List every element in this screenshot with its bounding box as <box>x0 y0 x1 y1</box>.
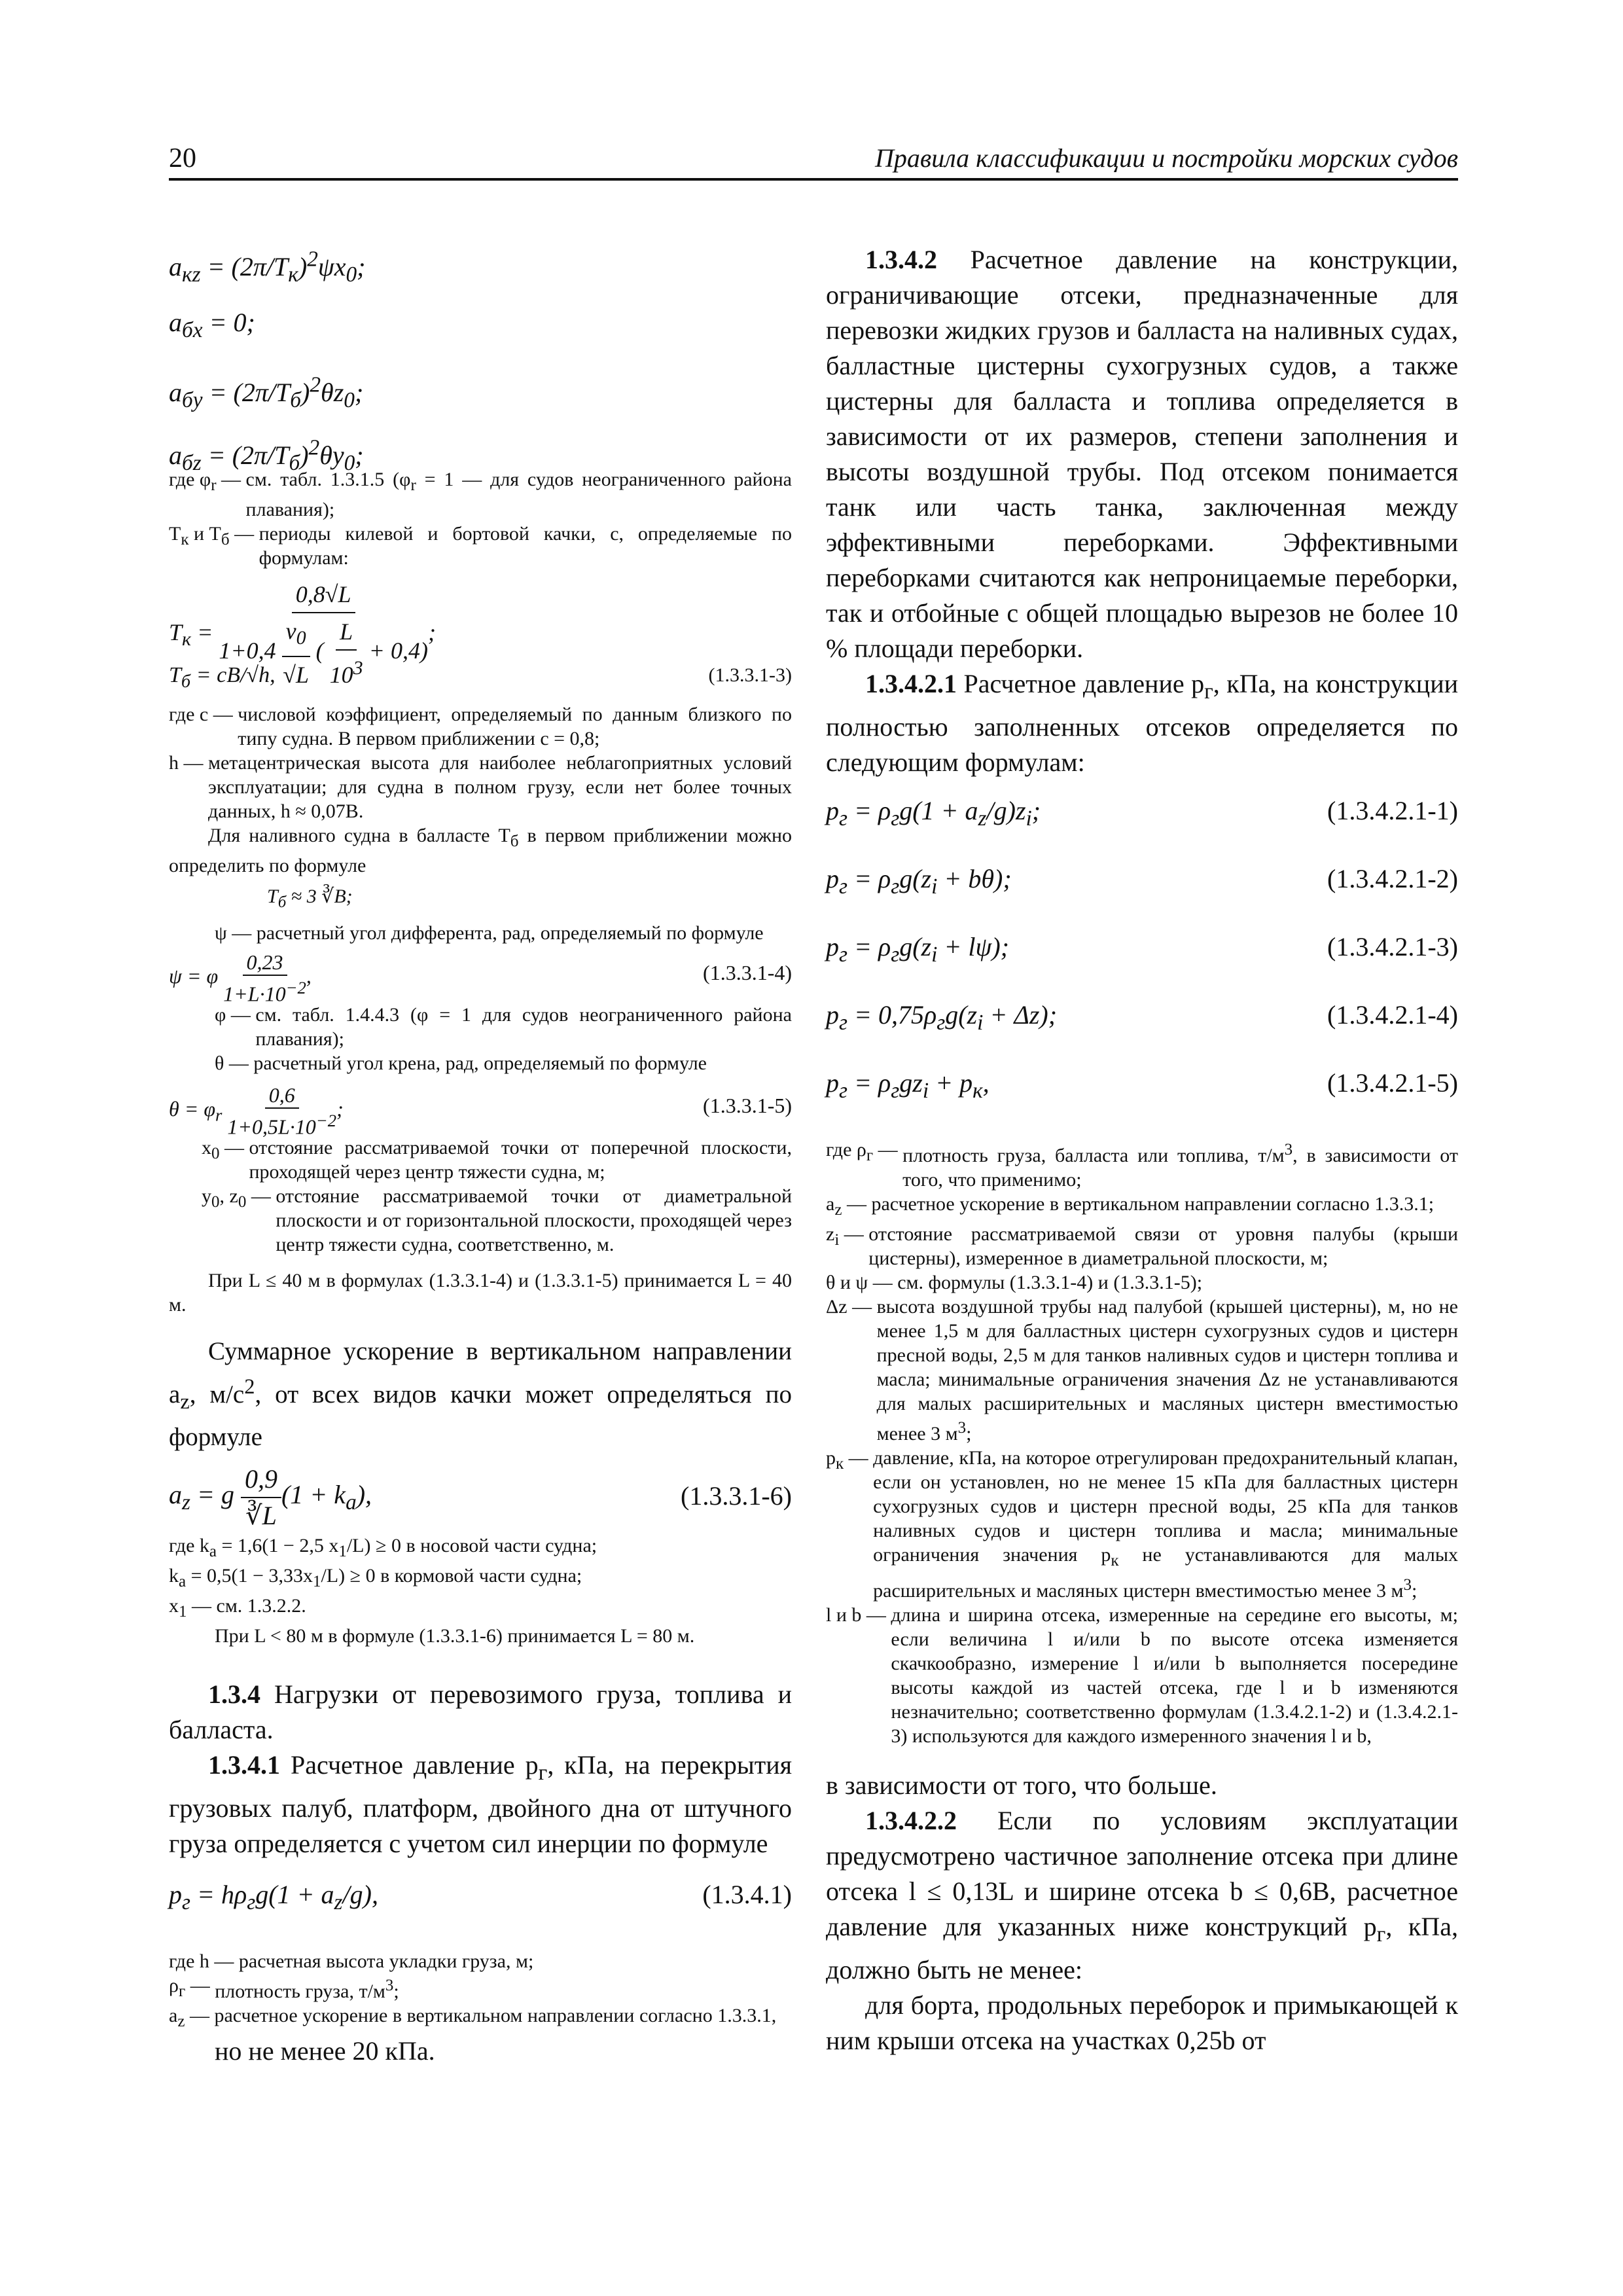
definition-term: $y_0$, $z_0$ — <box>202 1185 276 1211</box>
paragraph-board: для борта, продольных переборок и примыкающей к ним крыши отсека на участках 0,25b от <box>826 1990 1458 2055</box>
definition-item <box>826 1603 1458 1748</box>
formula-text: $p_г = \rho_гg(1 + a_z/g)z_i$; <box>826 796 1041 831</box>
where-list-1 <box>169 467 792 570</box>
definition-text: периоды килевой и бортовой качки, с, определяемые по формулам: <box>259 523 792 569</box>
formula-list-1-3-4-2-1 <box>826 793 1458 1134</box>
definition-text: высота воздушной трубы над палубой (крышей цистерны), м, но не менее 1,5 м для балластных цистерн сухогрузных судов и цистерн пресной воды, 2,5 м для танков наливных судов и цистерн топлива и масла; минимальные ограничения значения Δz не устанавливаются для малых расширительных и масляных цистерн вместимостью менее 3 $м^3$; <box>876 1296 1458 1444</box>
formula-row <box>826 793 1458 861</box>
paragraph-1-3-4-2-2 <box>826 1803 1458 1988</box>
formula-theta-numerator: 0,6 <box>265 1083 299 1109</box>
definition-item <box>169 522 792 570</box>
eq-number-1-3-3-1-3: (1.3.3.1-3) <box>708 664 792 686</box>
formula-text: $p_г = \rho_гgz_i + p_к$, <box>826 1068 990 1103</box>
definition-text: $0,5(1 - 3,33x_1/L) \ge 0$ в кормовой части судна; <box>207 1564 582 1590</box>
definition-text: расчетное ускорение в вертикальном направлении согласно 1.3.3.1; <box>871 1193 1435 1215</box>
formula-aby <box>169 368 792 431</box>
definition-term: $\rho_г$ — <box>169 1974 215 2000</box>
eq-number-1-3-3-1-6: (1.3.3.1-6) <box>681 1480 792 1511</box>
paragraph-1-3-4-1-text: Расчетное давление $p_г$, кПа, на перекрытия грузовых палуб, платформ, двойного дна от штучного груза определяется с учетом сил инерции по формуле <box>169 1749 793 1858</box>
formula-theta-fraction <box>227 1083 336 1139</box>
paragraph-1-3-4-2-1-text: Расчетное давление $p_г$, кПа, на конструкции полностью заполненных отсеков определяется по следующим формулам: <box>826 669 1459 777</box>
definition-item <box>169 2003 792 2034</box>
formula-pg <box>169 1877 792 1923</box>
definition-term: $k_a$ = <box>169 1564 207 1590</box>
formula-tk-denominator: 1+0,4 $\frac{v_0}{√L}$ ( $\frac{L}{10^3}$ + 0,4) <box>219 613 428 692</box>
eq-number-1-3-4-1: (1.3.4.1) <box>702 1879 792 1909</box>
definition-term: $p_к$ — <box>826 1447 874 1473</box>
formula-tb <box>169 658 792 697</box>
formula-eq-number: (1.3.4.2.1-3) <box>1327 932 1458 961</box>
definition-text: см. табл. 1.3.1.5 ($\varphi_r = 1$ — для судов неограниченного района плавания); <box>245 469 792 520</box>
definition-item <box>202 1184 792 1257</box>
formula-eq-number: (1.3.4.2.1-1) <box>1327 796 1458 825</box>
formula-tk-numerator: 0,8√L <box>292 577 355 613</box>
formula-abz-text: $a_{бz} = (2\pi/T_б)^2\theta y_0$; <box>169 436 364 476</box>
definition-item <box>169 1949 792 1973</box>
heading-1-3-4-number: 1.3.4 <box>208 1679 260 1709</box>
left-column <box>169 242 792 2069</box>
paragraph-l80: При L < 80 м в формуле (1.3.3.1-6) принимается L = 80 м. <box>215 1624 695 1647</box>
running-title: Правила классификации и постройки морских судов <box>874 143 1458 173</box>
where-list-3 <box>169 1003 792 1075</box>
definition-term: $x_1$ — <box>169 1594 217 1621</box>
definition-item <box>169 467 792 522</box>
definition-item <box>202 1136 792 1184</box>
definition-term: Δz — <box>826 1296 877 1318</box>
definition-term: h — <box>169 752 208 774</box>
formula-theta-lhs: $\theta = \varphi_r$ <box>169 1097 223 1125</box>
formula-abz <box>169 431 792 476</box>
definition-term: $z_i$ — <box>826 1223 869 1249</box>
formula-abx-text: $a_{бx} = 0$; <box>169 308 255 342</box>
formula-psi-numerator: 0,23 <box>243 950 287 976</box>
formula-tb-approx: $T_б \approx 3$ ∛B; <box>267 886 353 911</box>
paragraph-greater: в зависимости от того, что больше. <box>826 1770 1217 1800</box>
eq-number-1-3-3-1-4: (1.3.3.1-4) <box>703 961 792 984</box>
page-number: 20 <box>169 143 196 173</box>
definition-term: где h — <box>169 1950 239 1972</box>
formula-psi-fraction <box>223 950 306 1007</box>
definition-item <box>169 751 792 823</box>
formula-psi-end: , <box>306 964 312 988</box>
paragraph-1-3-4-1 <box>169 1748 792 1861</box>
definition-text: метацентрическая высота для наиболее неблагоприятных условий эксплуатации; для судна в полном грузу, если нет более точных данных, h ≈ 0,07B. <box>208 752 792 822</box>
definition-text: длина и ширина отсека, измеренные на середине его высоты, м; если величина l и/или b по высоте отсека изменяется скачкообразно, измерение l и/или b выполняется посередине высоты каждой из частей отсека, где l и b изменяются незначительно; соответственно формулам (1.3.4.2.1-2) и (1.3.4.2.1-3) используются для каждого измеренного значения l и b, <box>891 1604 1458 1747</box>
definition-term: где $\rho_г$ — <box>826 1139 903 1164</box>
right-column <box>826 242 1458 2058</box>
definition-text: отстояние рассматриваемой точки от поперечной плоскости, проходящей через центр тяжести судна, м; <box>249 1137 792 1183</box>
formula-row <box>826 997 1458 1066</box>
definition-text: см. табл. 1.4.4.3 (φ = 1 для судов неограниченного района плавания); <box>255 1004 792 1050</box>
definition-item <box>826 1222 1458 1270</box>
definition-item <box>215 1051 792 1075</box>
paragraph-1-3-4-2-1-number: 1.3.4.2.1 <box>865 669 957 698</box>
definition-term: где $\varphi_r$ — <box>169 469 246 494</box>
formula-tk-lhs: $T_к$ = <box>169 619 213 651</box>
formula-text: $p_г = \rho_гg(z_i + l\psi)$; <box>826 932 1009 967</box>
formula-theta-denominator: $1+0,5L\cdot 10^{-2}$ <box>227 1111 337 1139</box>
definition-term: l и b — <box>826 1604 891 1626</box>
definition-item <box>215 1003 792 1051</box>
paragraph-1-3-4-2 <box>826 242 1458 666</box>
definition-text: числовой коэффициент, определяемый по данным близкого по типу судна. В первом приближении c = 0,8; <box>238 704 792 749</box>
formula-abx <box>169 305 792 368</box>
formula-az-rest: $(1 + k_a)$, <box>281 1479 372 1515</box>
page-header <box>169 143 1458 179</box>
paragraph-1-3-4-1-number: 1.3.4.1 <box>208 1749 280 1780</box>
formula-akz-text: $a_{кz} = (2\pi/T_к)^2\psi x_0$; <box>169 247 366 287</box>
paragraph-1-3-4-2-1 <box>826 666 1458 780</box>
formula-eq-number: (1.3.4.2.1-5) <box>1327 1068 1458 1098</box>
definition-item <box>169 1973 792 2003</box>
formula-theta <box>169 1083 792 1139</box>
formula-psi-lhs: ψ = φ <box>169 964 219 988</box>
paragraph-min-20: но не менее 20 кПа. <box>215 2036 435 2066</box>
formula-row <box>826 1066 1458 1134</box>
definition-text: давление, кПа, на которое отрегулирован предохранительный клапан, если он установлен, но не менее 15 кПа для балластных цистерн сухогрузных судов и цистерн пресной воды, 25 кПа для танков наливных судов и цистерн топлива и масла; минимальные ограничения значения $p_к$ не устанавливаются для малых расширительных и масляных цистерн вместимостью менее 3 $м^3$; <box>873 1447 1459 1602</box>
definition-text: 1,6(1 − 2,5 $x_1/L) \ge 0$ в носовой части судна; <box>237 1534 597 1560</box>
definition-text: см. 1.3.2.2. <box>216 1594 306 1617</box>
where-list-6 <box>169 1949 792 2034</box>
formula-az-denominator: ∛L <box>245 1500 277 1530</box>
psi-definition: ψ — расчетный угол дифферента, рад, определяемый по формуле <box>215 922 764 944</box>
formula-az <box>169 1462 792 1534</box>
definition-item <box>826 1446 1458 1603</box>
definition-text: отстояние рассматриваемой точки от диаметральной плоскости и от горизонтальной плоскости, проходящей через центр тяжести судна, соответственно, м. <box>276 1185 792 1255</box>
where-list-4 <box>169 1136 792 1257</box>
formula-text: $p_г = \rho_гg(z_i + b\theta)$; <box>826 864 1012 899</box>
formula-az-numerator: 0,9 <box>241 1462 281 1498</box>
paragraph-summary-acceleration: Суммарное ускорение в вертикальном направлении $a_z$, $м/с^2$, от всех видов качки может определяться по формуле <box>169 1337 792 1451</box>
definition-term: θ — <box>215 1052 254 1074</box>
where-list-2 <box>169 702 792 823</box>
paragraph-1-3-4-2-number: 1.3.4.2 <box>865 245 937 274</box>
definition-term: где $k_a$ = <box>169 1534 238 1560</box>
definition-text: расчетный угол крена, рад, определяемый по формуле <box>253 1052 707 1074</box>
where-list-5 <box>169 1534 792 1624</box>
header-rule <box>169 178 1458 181</box>
definition-term: φ — <box>215 1004 256 1026</box>
definition-term: где c — <box>169 704 238 725</box>
definition-item <box>169 1564 792 1594</box>
formula-row <box>826 861 1458 929</box>
formula-psi-denominator: $1+L\cdot 10^{-2}$ <box>223 978 306 1006</box>
definition-term: $T_к$ и $T_б$ — <box>169 523 259 548</box>
definition-term: $x_0$ — <box>202 1137 249 1162</box>
paragraph-l40: При L ≤ 40 м в формулах (1.3.3.1-4) и (1.3.3.1-5) принимается L = 40 м. <box>169 1270 792 1316</box>
formula-eq-number: (1.3.4.2.1-4) <box>1327 1000 1458 1030</box>
definition-term: $a_z$ — <box>826 1193 872 1219</box>
definition-item <box>826 1138 1458 1192</box>
eq-number-1-3-3-1-5: (1.3.3.1-5) <box>703 1094 792 1117</box>
formula-text: $p_г = 0,75\rho_гg(z_i + \Delta z)$; <box>826 1000 1058 1035</box>
heading-1-3-4-text: Нагрузки от перевозимого груза, топлива и балласта. <box>169 1679 793 1744</box>
paragraph-1-3-4-2-2-number: 1.3.4.2.2 <box>865 1806 957 1835</box>
formula-theta-end: ; <box>336 1097 344 1121</box>
heading-1-3-4 <box>169 1677 792 1748</box>
paragraph-1-3-4-2-2-text: Если по условиям эксплуатации предусмотрено частичное заполнение отсека при длине отсека l ≤ 0,13L и ширине отсека b ≤ 0,6B, расчетное давление для указанных ниже конструкций $p_г$, кПа, должно быть не менее: <box>826 1806 1459 1984</box>
definition-item <box>169 1534 792 1564</box>
definition-item <box>826 1270 1458 1295</box>
formula-psi <box>169 950 792 1006</box>
definition-term: $a_z$ — <box>169 2004 215 2030</box>
formula-akz <box>169 242 792 305</box>
definition-item <box>169 1594 792 1624</box>
formula-tb-text: $T_б = cB/√h$, <box>169 663 276 692</box>
formula-tk-end: ; <box>427 619 436 645</box>
definition-text: расчетное ускорение в вертикальном направлении согласно 1.3.3.1, <box>214 2004 777 2026</box>
definition-item <box>826 1192 1458 1222</box>
where-list-7 <box>826 1138 1458 1748</box>
formula-az-fraction <box>241 1462 281 1534</box>
formula-pg-text: $p_г = h\rho_гg(1 + a_z/g)$, <box>169 1879 378 1914</box>
formula-row <box>826 929 1458 997</box>
definition-text: расчетная высота укладки груза, м; <box>238 1950 534 1972</box>
definition-term: θ и ψ — <box>826 1272 898 1293</box>
definition-text: отстояние рассматриваемой связи от уровня палубы (крыши цистерны), измеренное в диаметральной плоскости, м; <box>868 1223 1458 1269</box>
formula-az-lhs: $a_z = g$ <box>169 1479 234 1515</box>
definition-text: плотность груза, $т/м^3$; <box>215 1976 399 2002</box>
definition-item <box>169 702 792 751</box>
formula-eq-number: (1.3.4.2.1-2) <box>1327 864 1458 893</box>
paragraph-ballast: Для наливного судна в балласте $T_б$ в первом приближении можно определить по формуле <box>169 825 792 876</box>
definition-item <box>826 1295 1458 1446</box>
definition-text: см. формулы (1.3.3.1-4) и (1.3.3.1-5); <box>897 1272 1203 1293</box>
paragraph-1-3-4-2-text: Расчетное давление на конструкции, ограничивающие отсеки, предназначенные для перевозки жидких грузов и балласта на наливных судах, балластные цистерны сухогрузных судов, а также цистерны для балласта и топлива определяется в зависимости от их размеров, степени заполнения и высоты воздушной трубы. Под отсеком понимается танк или часть танка, заключенная между эффективными переборками. Эффективными переборками считаются как непроницаемые переборки, так и отбойные с общей площадью вырезов не более 10 % площади переборки. <box>826 245 1459 663</box>
formula-aby-text: $a_{бy} = (2\pi/T_б)^2\theta z_0$; <box>169 373 364 413</box>
definition-text: плотность груза, балласта или топлива, $т/м^3$, в зависимости от того, что применимо; <box>902 1141 1458 1191</box>
